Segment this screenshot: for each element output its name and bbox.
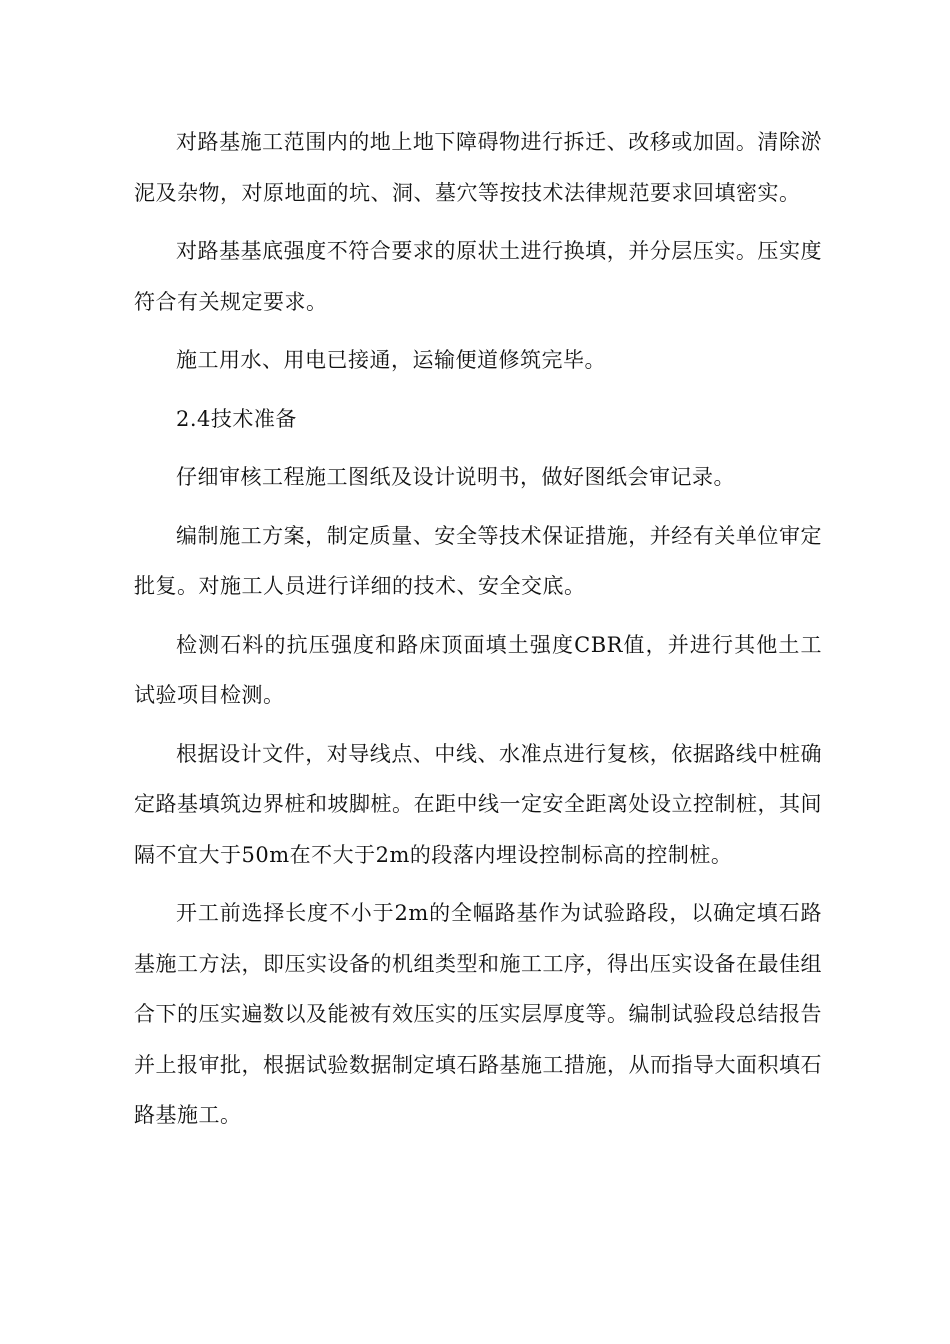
paragraph-survey-stakes: 根据设计文件，对导线点、中线、水准点进行复核，依据路线中桩确定路基填筑边界桩和坡脚桩。在距中线一定安全距离处设立控制桩，其间隔不宜大于50m在不大于2m的段落内埋设控制标高的控制桩。 bbox=[134, 741, 822, 867]
paragraph-obstacle-removal: 对路基施工范围内的地上地下障碍物进行拆迁、改移或加固。清除淤泥及杂物，对原地面的坑、洞、墓穴等按技术法律规范要求回填密实。 bbox=[134, 130, 822, 205]
paragraph-construction-plan: 编制施工方案，制定质量、安全等技术保证措施，并经有关单位审定批复。对施工人员进行详细的技术、安全交底。 bbox=[134, 523, 822, 598]
paragraph-utilities: 施工用水、用电已接通，运输便道修筑完毕。 bbox=[176, 348, 606, 372]
paragraph-trial-section: 开工前选择长度不小于2m的全幅路基作为试验路段，以确定填石路基施工方法，即压实设备的机组类型和施工工序，得出压实设备在最佳组合下的压实遍数以及能被有效压实的压实层厚度等。编制试验段总结报告并上报审批，根据试验数据制定填石路基施工措施，从而指导大面积填石路基施工。 bbox=[134, 901, 822, 1127]
paragraph-drawing-review: 仔细审核工程施工图纸及设计说明书，做好图纸会审记录。 bbox=[176, 465, 735, 489]
section-heading-technical-preparation: 2.4技术准备 bbox=[176, 406, 297, 431]
paragraph-material-testing: 检测石料的抗压强度和路床顶面填土强度CBR值，并进行其他土工试验项目检测。 bbox=[134, 632, 822, 707]
paragraph-subgrade-replacement: 对路基基底强度不符合要求的原状土进行换填，并分层压实。压实度符合有关规定要求。 bbox=[134, 239, 822, 314]
document-body bbox=[134, 117, 822, 1149]
